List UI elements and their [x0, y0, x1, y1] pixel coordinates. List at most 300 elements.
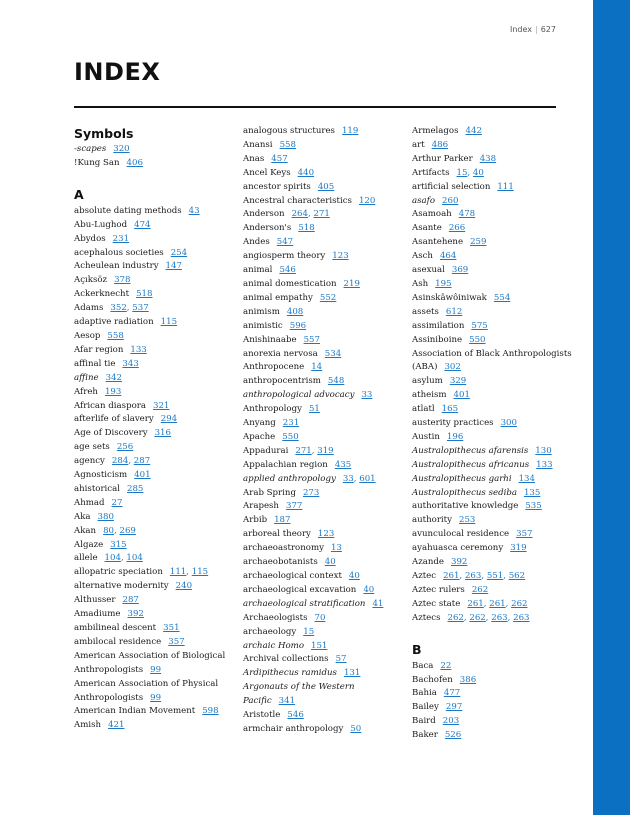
- index-entry: [412, 403, 572, 417]
- page-link[interactable]: 119: [341, 126, 359, 136]
- index-entry: [74, 608, 234, 622]
- index-term: Ancestral characteristics: [243, 195, 352, 206]
- page-number: 627: [540, 25, 556, 34]
- index-term: Arbib: [243, 515, 268, 526]
- page-link[interactable]: 22: [440, 660, 452, 671]
- page-link[interactable]: 51: [308, 404, 320, 415]
- index-entry: [243, 556, 403, 570]
- page-link[interactable]: 259: [470, 237, 487, 248]
- page-link[interactable]: 264: [291, 209, 308, 220]
- index-entry: [243, 681, 403, 709]
- page-link[interactable]: 147: [165, 261, 182, 272]
- page-link[interactable]: 120: [358, 195, 376, 206]
- page-link[interactable]: 203: [442, 716, 460, 727]
- page-references: [318, 182, 334, 192]
- page-link[interactable]: 271: [295, 445, 312, 456]
- page-references: [432, 140, 448, 150]
- page-link[interactable]: 342: [105, 372, 122, 383]
- index-term: Age of Discovery: [74, 428, 148, 439]
- page-link[interactable]: 329: [449, 376, 467, 387]
- index-entry: [412, 181, 572, 195]
- index-entry: [243, 278, 403, 292]
- page-link[interactable]: 558: [279, 139, 296, 150]
- index-entry: [412, 153, 572, 167]
- page-link[interactable]: 15: [456, 167, 468, 178]
- page-link[interactable]: 612: [445, 306, 463, 317]
- index-entry: [412, 584, 572, 598]
- index-term: archaeological excavation: [243, 584, 357, 595]
- index-term: analogous structures: [243, 126, 335, 136]
- page-references: [472, 585, 488, 595]
- index-entry: [243, 598, 403, 612]
- page-link[interactable]: 50: [350, 723, 362, 734]
- page-link[interactable]: 261: [467, 598, 484, 609]
- page-link[interactable]: 273: [302, 487, 320, 498]
- page-link[interactable]: 40: [324, 557, 336, 568]
- index-term: allopatric speciation: [74, 567, 163, 578]
- page-link[interactable]: 534: [324, 348, 342, 359]
- title-rule: [74, 106, 556, 108]
- page-references: [336, 654, 347, 664]
- page-references: [166, 261, 182, 271]
- page-link[interactable]: 478: [458, 209, 476, 220]
- page-link[interactable]: 341: [278, 696, 296, 707]
- page-link[interactable]: 401: [134, 470, 151, 481]
- page-link[interactable]: 262: [471, 584, 489, 595]
- page-link[interactable]: 438: [479, 153, 497, 164]
- section-heading: B: [412, 641, 422, 657]
- page-link[interactable]: 165: [441, 404, 459, 415]
- page-references: [168, 637, 184, 647]
- page-link[interactable]: 231: [282, 418, 300, 429]
- page-references: [501, 418, 517, 428]
- index-term: Bahia: [412, 688, 437, 699]
- page-link[interactable]: 187: [274, 515, 291, 526]
- index-entry: [243, 348, 403, 362]
- page-link[interactable]: 518: [298, 223, 315, 234]
- index-entry: [412, 701, 572, 715]
- index-entry: [74, 372, 234, 386]
- page-link[interactable]: 392: [450, 557, 468, 568]
- index-term: American Association of Biological Anthropologists: [74, 650, 226, 675]
- index-term: ambilineal descent: [74, 623, 157, 633]
- page-references: [452, 265, 468, 275]
- index-entry: [243, 417, 403, 431]
- page-link[interactable]: 535: [525, 501, 542, 512]
- index-term: ancestor spirits: [243, 181, 311, 192]
- page-link[interactable]: 294: [160, 414, 178, 425]
- page-references: [309, 404, 320, 414]
- page-references: [446, 702, 462, 712]
- page-link[interactable]: 316: [154, 428, 171, 439]
- page-link[interactable]: 253: [459, 515, 476, 526]
- page-separator: ,: [353, 473, 360, 484]
- index-entry: [243, 514, 403, 528]
- page-link[interactable]: 27: [111, 497, 123, 508]
- page-separator: ,: [114, 525, 120, 536]
- page-link[interactable]: 562: [508, 571, 526, 581]
- index-term: Artifacts: [412, 167, 450, 178]
- index-entry: [412, 674, 572, 688]
- index-entry: [412, 514, 572, 528]
- index-entry: [243, 612, 403, 626]
- index-term: Asamoah: [412, 209, 452, 220]
- page-link[interactable]: 266: [448, 223, 466, 234]
- page-references: [443, 571, 525, 581]
- page-references: [325, 557, 336, 567]
- index-entry: [412, 139, 572, 153]
- page-link[interactable]: 195: [435, 278, 452, 289]
- page-separator: ,: [467, 167, 473, 178]
- page-link[interactable]: 33: [342, 473, 354, 484]
- page-link[interactable]: 457: [271, 153, 288, 164]
- page-link[interactable]: 378: [114, 275, 131, 286]
- page-link[interactable]: 196: [446, 431, 464, 442]
- page-link[interactable]: 297: [445, 702, 463, 713]
- page-link[interactable]: 263: [464, 571, 482, 581]
- index-term: anorexia nervosa: [243, 348, 318, 359]
- page-link[interactable]: 351: [163, 623, 180, 633]
- page-separator: ,: [463, 612, 470, 623]
- index-entry: [243, 431, 403, 445]
- index-term: archaeological context: [243, 571, 342, 581]
- page-link[interactable]: 558: [107, 330, 124, 341]
- page-link[interactable]: 33: [361, 390, 373, 401]
- index-entry: [243, 626, 403, 640]
- page-references: [494, 293, 510, 303]
- page-references: [98, 512, 114, 522]
- page-link[interactable]: 219: [343, 278, 360, 289]
- index-term: angiosperm theory: [243, 251, 326, 262]
- index-term: Apache: [243, 431, 276, 442]
- page-references: [176, 581, 192, 591]
- page-link[interactable]: 319: [317, 445, 334, 456]
- page-link[interactable]: 601: [359, 473, 376, 484]
- index-term: art: [412, 139, 425, 150]
- page-link[interactable]: 474: [134, 219, 151, 230]
- page-link[interactable]: 554: [493, 292, 511, 303]
- index-entry: [412, 236, 572, 250]
- page-link[interactable]: 135: [523, 487, 541, 498]
- index-term: Açıksöz: [74, 275, 108, 286]
- page-link[interactable]: 435: [334, 459, 352, 470]
- page-link[interactable]: 421: [108, 720, 125, 731]
- page-link[interactable]: 518: [136, 289, 153, 300]
- index-entry: [243, 459, 403, 473]
- index-entry: [243, 500, 403, 514]
- page-link[interactable]: 537: [132, 303, 149, 314]
- page-link[interactable]: 377: [285, 501, 303, 512]
- running-head: [510, 25, 556, 34]
- index-entry: [412, 250, 572, 264]
- page-link[interactable]: 575: [471, 320, 488, 331]
- page-references: [359, 196, 375, 206]
- index-entry: [74, 483, 234, 497]
- page-references: [105, 553, 143, 563]
- index-term: atlatl: [412, 404, 435, 415]
- index-term: absolute dating methods: [74, 205, 182, 216]
- page-link[interactable]: 302: [444, 362, 461, 373]
- page-references: [443, 716, 459, 726]
- page-link[interactable]: 392: [127, 609, 144, 620]
- page-references: [328, 376, 344, 386]
- page-link[interactable]: 526: [444, 730, 462, 741]
- index-entry: [74, 413, 234, 427]
- page-link[interactable]: 261: [443, 571, 460, 581]
- page-link[interactable]: 111: [169, 567, 187, 578]
- page-link[interactable]: 231: [112, 233, 130, 244]
- index-term: Aztec: [412, 571, 437, 581]
- page-references: [290, 321, 306, 331]
- index-entry: [412, 125, 572, 139]
- index-entry: [412, 389, 572, 403]
- page-link[interactable]: 320: [113, 144, 130, 154]
- index-term: Adams: [74, 303, 104, 314]
- index-entry: [243, 570, 403, 584]
- index-entry: [412, 687, 572, 701]
- page-link[interactable]: 104: [126, 553, 143, 564]
- page-references: [535, 446, 551, 456]
- page-link[interactable]: 285: [127, 483, 144, 494]
- index-entry: [412, 473, 572, 487]
- index-term: assets: [412, 306, 439, 317]
- section-gap: [74, 171, 234, 185]
- index-term: Algaze: [74, 539, 104, 550]
- index-term: allele: [74, 553, 98, 564]
- page-references: [342, 126, 358, 136]
- page-separator: ,: [505, 598, 512, 609]
- index-term: Australopithecus africanus: [412, 459, 530, 470]
- index-entry: [412, 195, 572, 209]
- page-link[interactable]: 551: [486, 571, 504, 581]
- page-link[interactable]: 80: [103, 525, 115, 536]
- page-link[interactable]: 99: [150, 692, 162, 703]
- page-link[interactable]: 115: [160, 317, 178, 328]
- index-term: authority: [412, 515, 452, 526]
- page-link[interactable]: 271: [313, 209, 330, 220]
- page-link[interactable]: 40: [348, 571, 360, 581]
- index-term: Anas: [243, 153, 265, 164]
- page-link[interactable]: 99: [150, 664, 162, 675]
- page-references: [110, 303, 148, 313]
- page-references: [153, 401, 169, 411]
- index-entry: [74, 288, 234, 302]
- page-references: [447, 432, 463, 442]
- page-separator: ,: [307, 209, 314, 220]
- page-references: [283, 418, 299, 428]
- page-link[interactable]: 123: [332, 251, 349, 262]
- page-link[interactable]: 546: [279, 265, 296, 276]
- index-term: Anderson's: [243, 223, 292, 234]
- page-link[interactable]: 269: [119, 525, 136, 536]
- page-separator: ,: [186, 567, 192, 578]
- index-entry: [412, 660, 572, 674]
- page-references: [127, 484, 143, 494]
- index-entry: [74, 330, 234, 344]
- page-link[interactable]: 547: [276, 237, 294, 248]
- page-link[interactable]: 262: [469, 612, 486, 623]
- section-heading: Symbols: [74, 126, 134, 141]
- page-link[interactable]: 343: [122, 358, 139, 369]
- page-references: [163, 623, 179, 633]
- index-entry: [243, 167, 403, 181]
- page-link[interactable]: 254: [170, 247, 188, 258]
- page-link[interactable]: 104: [104, 553, 121, 564]
- page-link[interactable]: 263: [513, 612, 530, 623]
- page-references: [454, 390, 470, 400]
- index-entry: [243, 723, 403, 737]
- index-term: American Indian Movement: [74, 706, 196, 717]
- index-entry: [74, 622, 234, 636]
- index-term: Ardipithecus ramidus: [243, 668, 337, 679]
- index-term: Aztec state: [412, 598, 461, 609]
- page-link[interactable]: 263: [491, 612, 508, 623]
- index-entry: [74, 274, 234, 288]
- page-references: [445, 730, 461, 740]
- page-link[interactable]: 442: [465, 126, 482, 136]
- page-link[interactable]: 300: [500, 418, 517, 429]
- page-link[interactable]: 15: [303, 626, 315, 637]
- page-references: [274, 515, 290, 525]
- page-link[interactable]: 406: [126, 157, 143, 168]
- index-term: Abydos: [74, 233, 106, 244]
- page-link[interactable]: 550: [282, 431, 299, 442]
- index-entry: [74, 441, 234, 455]
- page-link[interactable]: 552: [319, 292, 337, 303]
- index-entry: [74, 469, 234, 483]
- index-term: ayahuasca ceremony: [412, 543, 504, 554]
- page-link[interactable]: 408: [286, 306, 304, 317]
- page-link[interactable]: 440: [297, 167, 315, 178]
- index-term: Aesop: [74, 330, 101, 341]
- page-title: INDEX: [74, 58, 161, 86]
- page-references: [271, 154, 287, 164]
- page-link[interactable]: 133: [130, 344, 147, 355]
- page-references: [331, 543, 342, 553]
- page-link[interactable]: 256: [116, 442, 134, 453]
- index-entry: [243, 208, 403, 222]
- page-link[interactable]: 550: [469, 334, 486, 345]
- index-term: Aztec rulers: [412, 584, 465, 595]
- page-link[interactable]: 598: [202, 706, 219, 717]
- page-link[interactable]: 357: [516, 529, 533, 540]
- page-references: [442, 404, 458, 414]
- page-link[interactable]: 40: [363, 584, 375, 595]
- page-references: [277, 237, 293, 247]
- page-separator: ,: [503, 571, 509, 581]
- page-link[interactable]: 477: [443, 688, 461, 699]
- page-link[interactable]: 548: [327, 376, 345, 387]
- index-entry: [243, 653, 403, 667]
- index-term: Australopithecus afarensis: [412, 445, 529, 456]
- page-link[interactable]: 134: [518, 473, 535, 484]
- page-references: [295, 446, 333, 456]
- page-references: [113, 144, 129, 154]
- page-link[interactable]: 151: [311, 640, 328, 651]
- index-entry: [243, 640, 403, 654]
- page-link[interactable]: 115: [191, 567, 209, 578]
- index-term: Asch: [412, 251, 433, 262]
- page-link[interactable]: 123: [317, 529, 335, 540]
- page-link[interactable]: 386: [459, 674, 477, 685]
- page-link[interactable]: 262: [447, 612, 464, 623]
- page-link[interactable]: 41: [372, 598, 384, 609]
- index-entry: [74, 580, 234, 594]
- page-link[interactable]: 240: [175, 581, 193, 592]
- page-link[interactable]: 262: [511, 598, 528, 609]
- index-term: Appalachian region: [243, 459, 328, 470]
- page-link[interactable]: 486: [431, 139, 449, 150]
- index-entry: [243, 473, 403, 487]
- index-entry: [412, 306, 572, 320]
- page-link[interactable]: 133: [536, 459, 553, 470]
- index-term: Appadurai: [243, 445, 289, 456]
- page-references: [303, 627, 314, 637]
- index-term: Assiniboine: [412, 334, 463, 345]
- index-entry: [243, 445, 403, 459]
- page-link[interactable]: 261: [489, 598, 506, 609]
- page-references: [202, 706, 218, 716]
- index-term: Ahmad: [74, 497, 105, 508]
- page-link[interactable]: 130: [535, 445, 552, 456]
- page-link[interactable]: 70: [314, 612, 326, 623]
- page-link[interactable]: 315: [110, 539, 127, 550]
- index-term: applied anthropology: [243, 473, 336, 484]
- page-link[interactable]: 14: [311, 362, 323, 373]
- page-link[interactable]: 287: [133, 456, 151, 467]
- page-link[interactable]: 596: [289, 320, 307, 331]
- page-link[interactable]: 284: [111, 456, 129, 467]
- page-link[interactable]: 43: [188, 205, 200, 216]
- page-link[interactable]: 380: [97, 511, 114, 522]
- page-link[interactable]: 260: [442, 195, 459, 206]
- index-term: Asinskâwôiniwak: [412, 292, 487, 303]
- index-entry: [243, 389, 403, 403]
- page-references: [480, 154, 496, 164]
- page-link[interactable]: 464: [439, 251, 457, 262]
- page-link[interactable]: 40: [472, 167, 484, 178]
- page-link[interactable]: 57: [335, 654, 347, 665]
- page-link[interactable]: 357: [168, 636, 185, 647]
- page-link[interactable]: 111: [497, 181, 514, 192]
- page-link[interactable]: 557: [303, 334, 320, 345]
- index-term: Aristotle: [243, 710, 281, 721]
- page-references: [349, 571, 360, 581]
- page-references: [113, 234, 129, 244]
- page-link[interactable]: 369: [451, 265, 469, 276]
- index-entry: [74, 302, 234, 316]
- page-link[interactable]: 287: [122, 595, 139, 606]
- index-term: Arapesh: [243, 501, 279, 512]
- page-link[interactable]: 352: [110, 303, 127, 314]
- page-link[interactable]: 321: [153, 400, 170, 411]
- index-term: Agnosticism: [74, 470, 128, 481]
- page-references: [298, 168, 314, 178]
- page-references: [303, 488, 319, 498]
- page-link[interactable]: 405: [317, 181, 335, 192]
- page-references: [350, 724, 361, 734]
- page-link[interactable]: 193: [104, 386, 122, 397]
- page-link[interactable]: 546: [287, 710, 304, 721]
- page-references: [136, 289, 152, 299]
- page-link[interactable]: 13: [330, 543, 342, 554]
- page-link[interactable]: 319: [510, 543, 527, 554]
- page-link[interactable]: 401: [453, 390, 470, 401]
- page-link[interactable]: 131: [343, 668, 361, 679]
- page-references: [127, 158, 143, 168]
- page-references: [150, 693, 161, 703]
- index-entry: [74, 358, 234, 372]
